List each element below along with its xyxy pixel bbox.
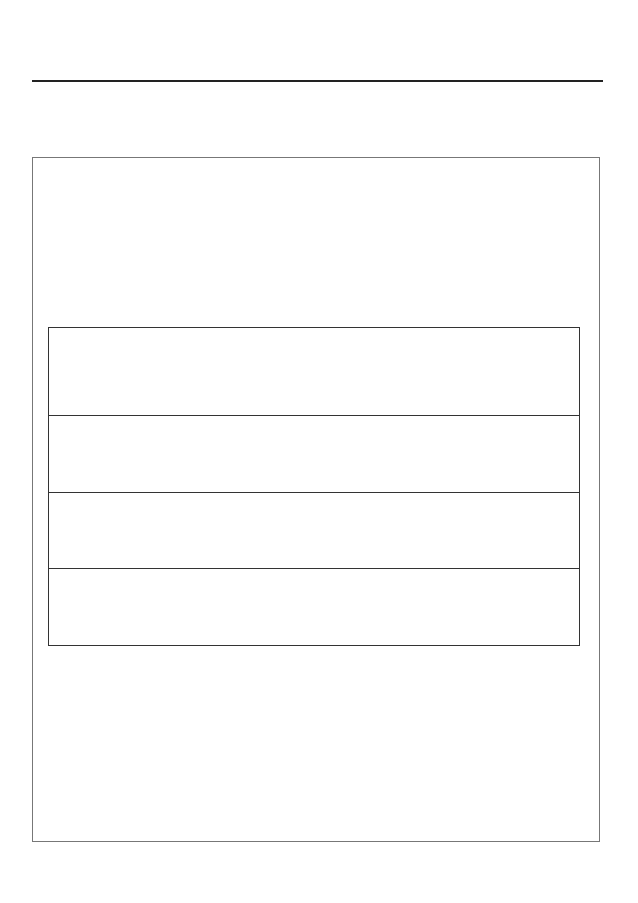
- header-rule: [32, 80, 603, 82]
- fuse-row: [49, 415, 579, 493]
- fuse-box: [48, 327, 580, 646]
- fuse-row: [49, 492, 579, 569]
- spare-row: [49, 328, 579, 416]
- fuse-row: [49, 568, 579, 645]
